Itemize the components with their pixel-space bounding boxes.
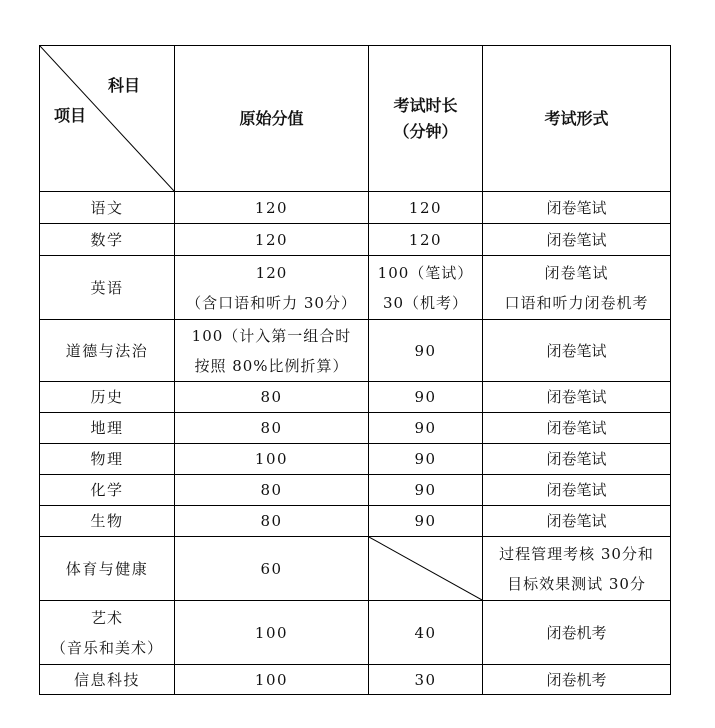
duration-cell: 90 [369, 444, 483, 475]
duration-line1: 100（笔试） [377, 263, 474, 282]
subject-line1: 艺术 [90, 608, 123, 627]
score-line2: （含口语和听力 30分） [186, 293, 357, 312]
table-row [40, 475, 671, 506]
duration-cell: 120 [369, 192, 483, 224]
table-row [40, 506, 671, 537]
subject-cell: 数学 [40, 224, 175, 256]
format-cell [483, 256, 671, 320]
subject-cell: 语文 [40, 192, 175, 224]
subject-cell: 体育与健康 [40, 537, 175, 601]
subject-cell [40, 601, 175, 665]
table-row [40, 601, 671, 665]
format-cell: 闭卷笔试 [483, 475, 671, 506]
subject-line2: （音乐和美术） [50, 638, 163, 657]
format-line1: 过程管理考核 30分和 [499, 544, 654, 563]
duration-cell: 90 [369, 506, 483, 537]
format-cell: 闭卷笔试 [483, 192, 671, 224]
duration-header [369, 46, 483, 192]
format-cell [483, 537, 671, 601]
diagonal-line [369, 537, 482, 600]
score-cell: 120 [175, 224, 369, 256]
subject-cell: 信息科技 [40, 665, 175, 695]
format-cell: 闭卷笔试 [483, 444, 671, 475]
score-line1: 100（计入第一组合时 [191, 326, 352, 345]
score-cell: 80 [175, 506, 369, 537]
table-row [40, 537, 671, 601]
duration-cell: 120 [369, 224, 483, 256]
duration-cell: 90 [369, 475, 483, 506]
diagonal-header-cell [40, 46, 175, 192]
duration-cell: 90 [369, 413, 483, 444]
duration-header-line1: 考试时长 [393, 95, 458, 115]
score-line2: 按照 80%比例折算） [194, 356, 349, 375]
score-cell: 60 [175, 537, 369, 601]
format-line2: 口语和听力闭卷机考 [504, 293, 649, 312]
table-row [40, 256, 671, 320]
score-cell [175, 320, 369, 382]
table-row [40, 382, 671, 413]
score-cell: 80 [175, 413, 369, 444]
score-cell: 100 [175, 665, 369, 695]
duration-cell [369, 256, 483, 320]
format-cell: 闭卷机考 [483, 601, 671, 665]
score-header: 原始分值 [175, 46, 369, 192]
subject-cell: 地理 [40, 413, 175, 444]
subject-cell: 道德与法治 [40, 320, 175, 382]
score-cell: 100 [175, 444, 369, 475]
duration-line2: 30（机考） [382, 293, 469, 312]
score-cell: 80 [175, 382, 369, 413]
subject-cell: 化学 [40, 475, 175, 506]
format-cell: 闭卷笔试 [483, 413, 671, 444]
table-row [40, 444, 671, 475]
subject-cell: 物理 [40, 444, 175, 475]
table-row [40, 192, 671, 224]
table-row [40, 320, 671, 382]
format-cell: 闭卷笔试 [483, 224, 671, 256]
format-cell: 闭卷机考 [483, 665, 671, 695]
subject-cell: 生物 [40, 506, 175, 537]
duration-cell-empty [369, 537, 483, 601]
format-cell: 闭卷笔试 [483, 382, 671, 413]
exam-table [39, 45, 671, 695]
duration-header-line2: （分钟） [393, 121, 458, 141]
format-cell: 闭卷笔试 [483, 320, 671, 382]
format-line2: 目标效果测试 30分 [507, 574, 646, 593]
score-cell: 100 [175, 601, 369, 665]
duration-cell: 90 [369, 382, 483, 413]
duration-cell: 90 [369, 320, 483, 382]
table-row [40, 224, 671, 256]
table-row [40, 413, 671, 444]
duration-cell: 40 [369, 601, 483, 665]
score-cell [175, 256, 369, 320]
subject-cell: 英语 [40, 256, 175, 320]
header-row [40, 46, 671, 192]
subject-header-label: 科目 [107, 76, 140, 95]
format-line1: 闭卷笔试 [544, 263, 609, 282]
score-line1: 120 [255, 263, 288, 282]
format-header: 考试形式 [483, 46, 671, 192]
item-header-label: 项目 [54, 106, 87, 125]
score-cell: 80 [175, 475, 369, 506]
format-cell: 闭卷笔试 [483, 506, 671, 537]
table-row [40, 665, 671, 695]
subject-cell: 历史 [40, 382, 175, 413]
duration-cell: 30 [369, 665, 483, 695]
score-cell: 120 [175, 192, 369, 224]
